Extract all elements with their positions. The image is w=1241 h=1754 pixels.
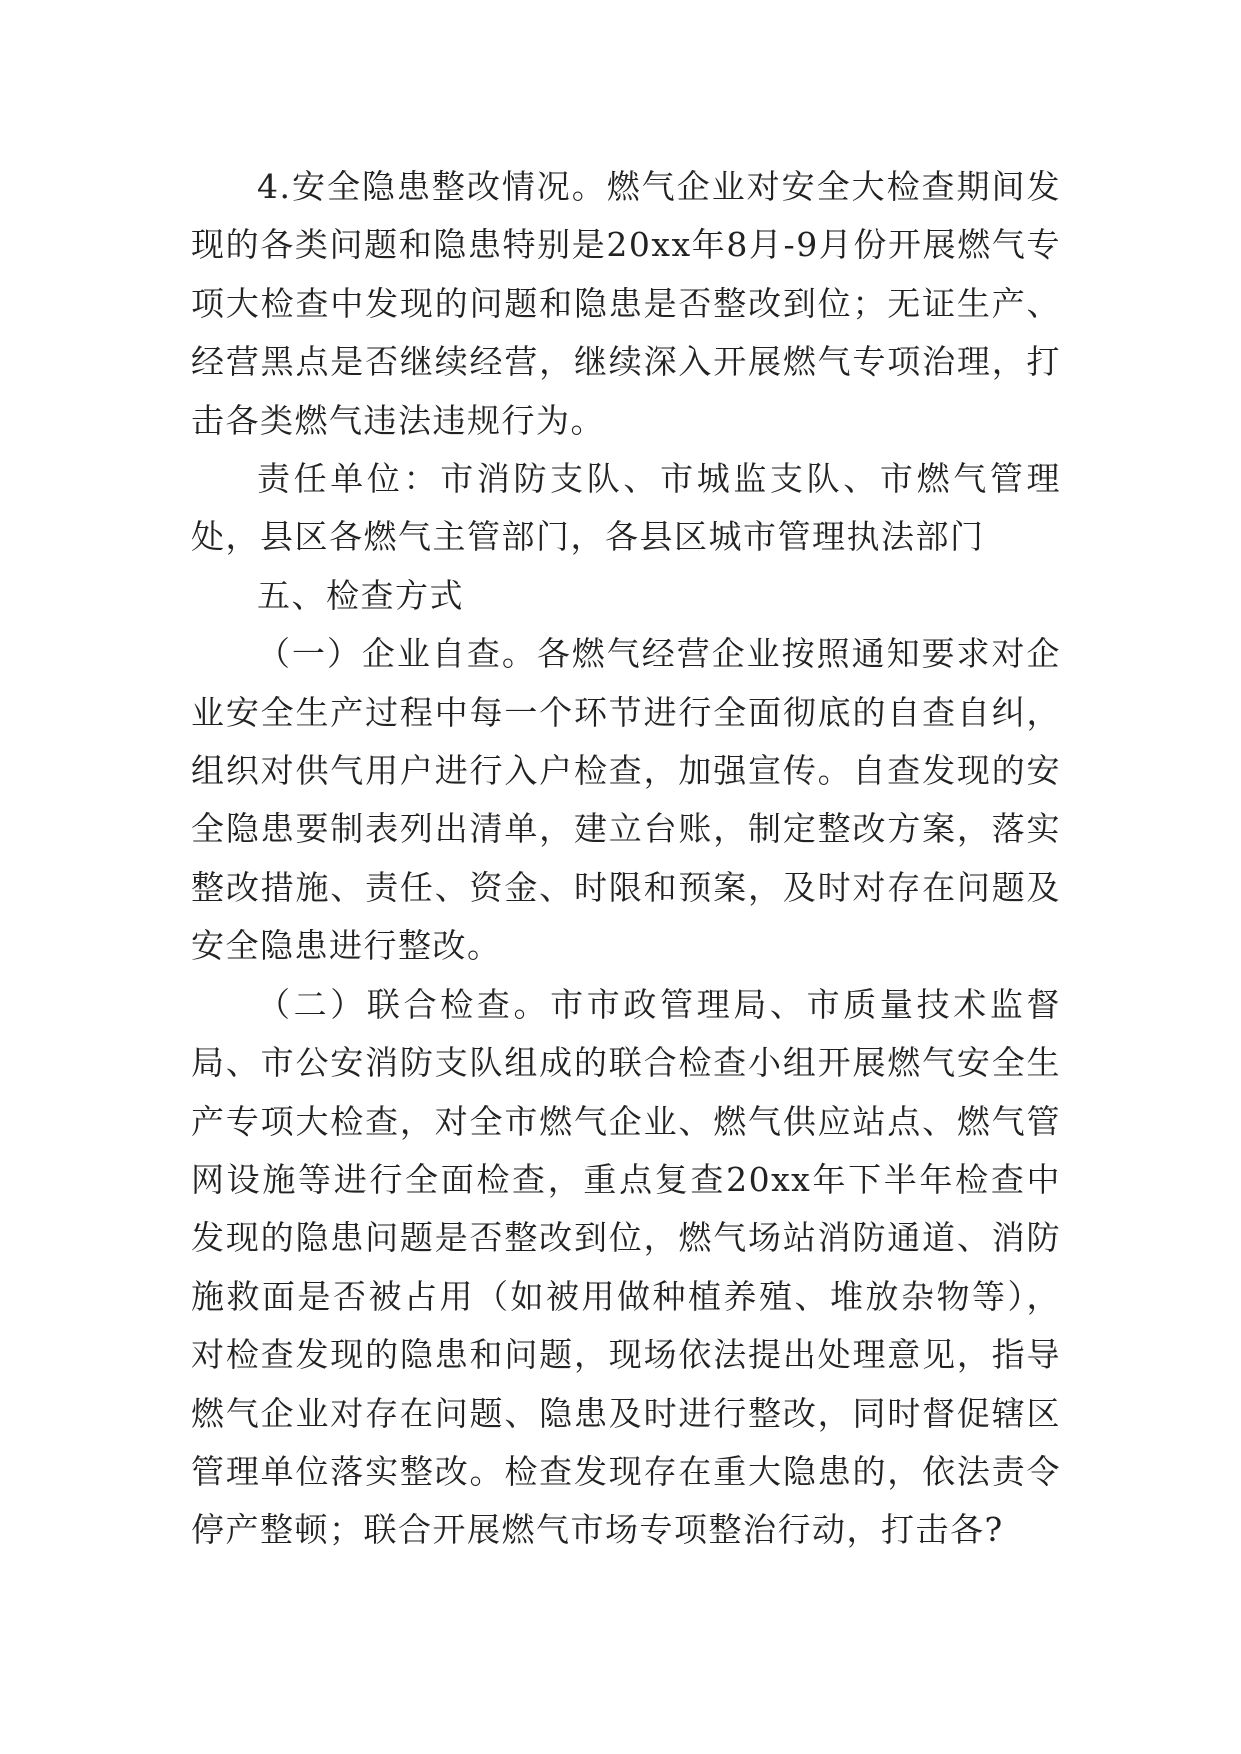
document-body xyxy=(191,158,1061,1560)
section-heading-inspection-method: 五、检查方式 xyxy=(257,575,464,615)
paragraph-rectification-status: 4.安全隐患整改情况。燃气企业对安全大检查期间发现的各类问题和隐患特别是20xx年8月-9月份开展燃气专项大检查中发现的问题和隐患是否整改到位；无证生产、经营黑点是否继续经营，继续深入开展燃气专项治理，打击各类燃气违法违规行为。 xyxy=(191,167,1061,440)
paragraph-self-inspection: （一）企业自查。各燃气经营企业按照通知要求对企业安全生产过程中每一个环节进行全面彻底的自查自纠，组织对供气用户进行入户检查，加强宣传。自查发现的安全隐患要制表列出清单，建立台账，制定整改方案，落实整改措施、责任、资金、时限和预案，及时对存在问题及安全隐患进行整改。 xyxy=(191,634,1061,966)
paragraph-joint-inspection: （二）联合检查。市市政管理局、市质量技术监督局、市公安消防支队组成的联合检查小组开展燃气安全生产专项大检查，对全市燃气企业、燃气供应站点、燃气管网设施等进行全面检查，重点复查20xx年下半年检查中发现的隐患问题是否整改到位，燃气场站消防通道、消防施救面是否被占用（如被用做种植养殖、堆放杂物等），对检查发现的隐患和问题，现场依法提出处理意见，指导燃气企业对存在问题、隐患及时进行整改，同时督促辖区管理单位落实整改。检查发现存在重大隐患的，依法责令停产整顿；联合开展燃气市场专项整治行动，打击各? xyxy=(191,984,1061,1550)
paragraph-responsible-units: 责任单位：市消防支队、市城监支队、市燃气管理处，县区各燃气主管部门，各县区城市管理执法部门 xyxy=(191,459,1061,557)
